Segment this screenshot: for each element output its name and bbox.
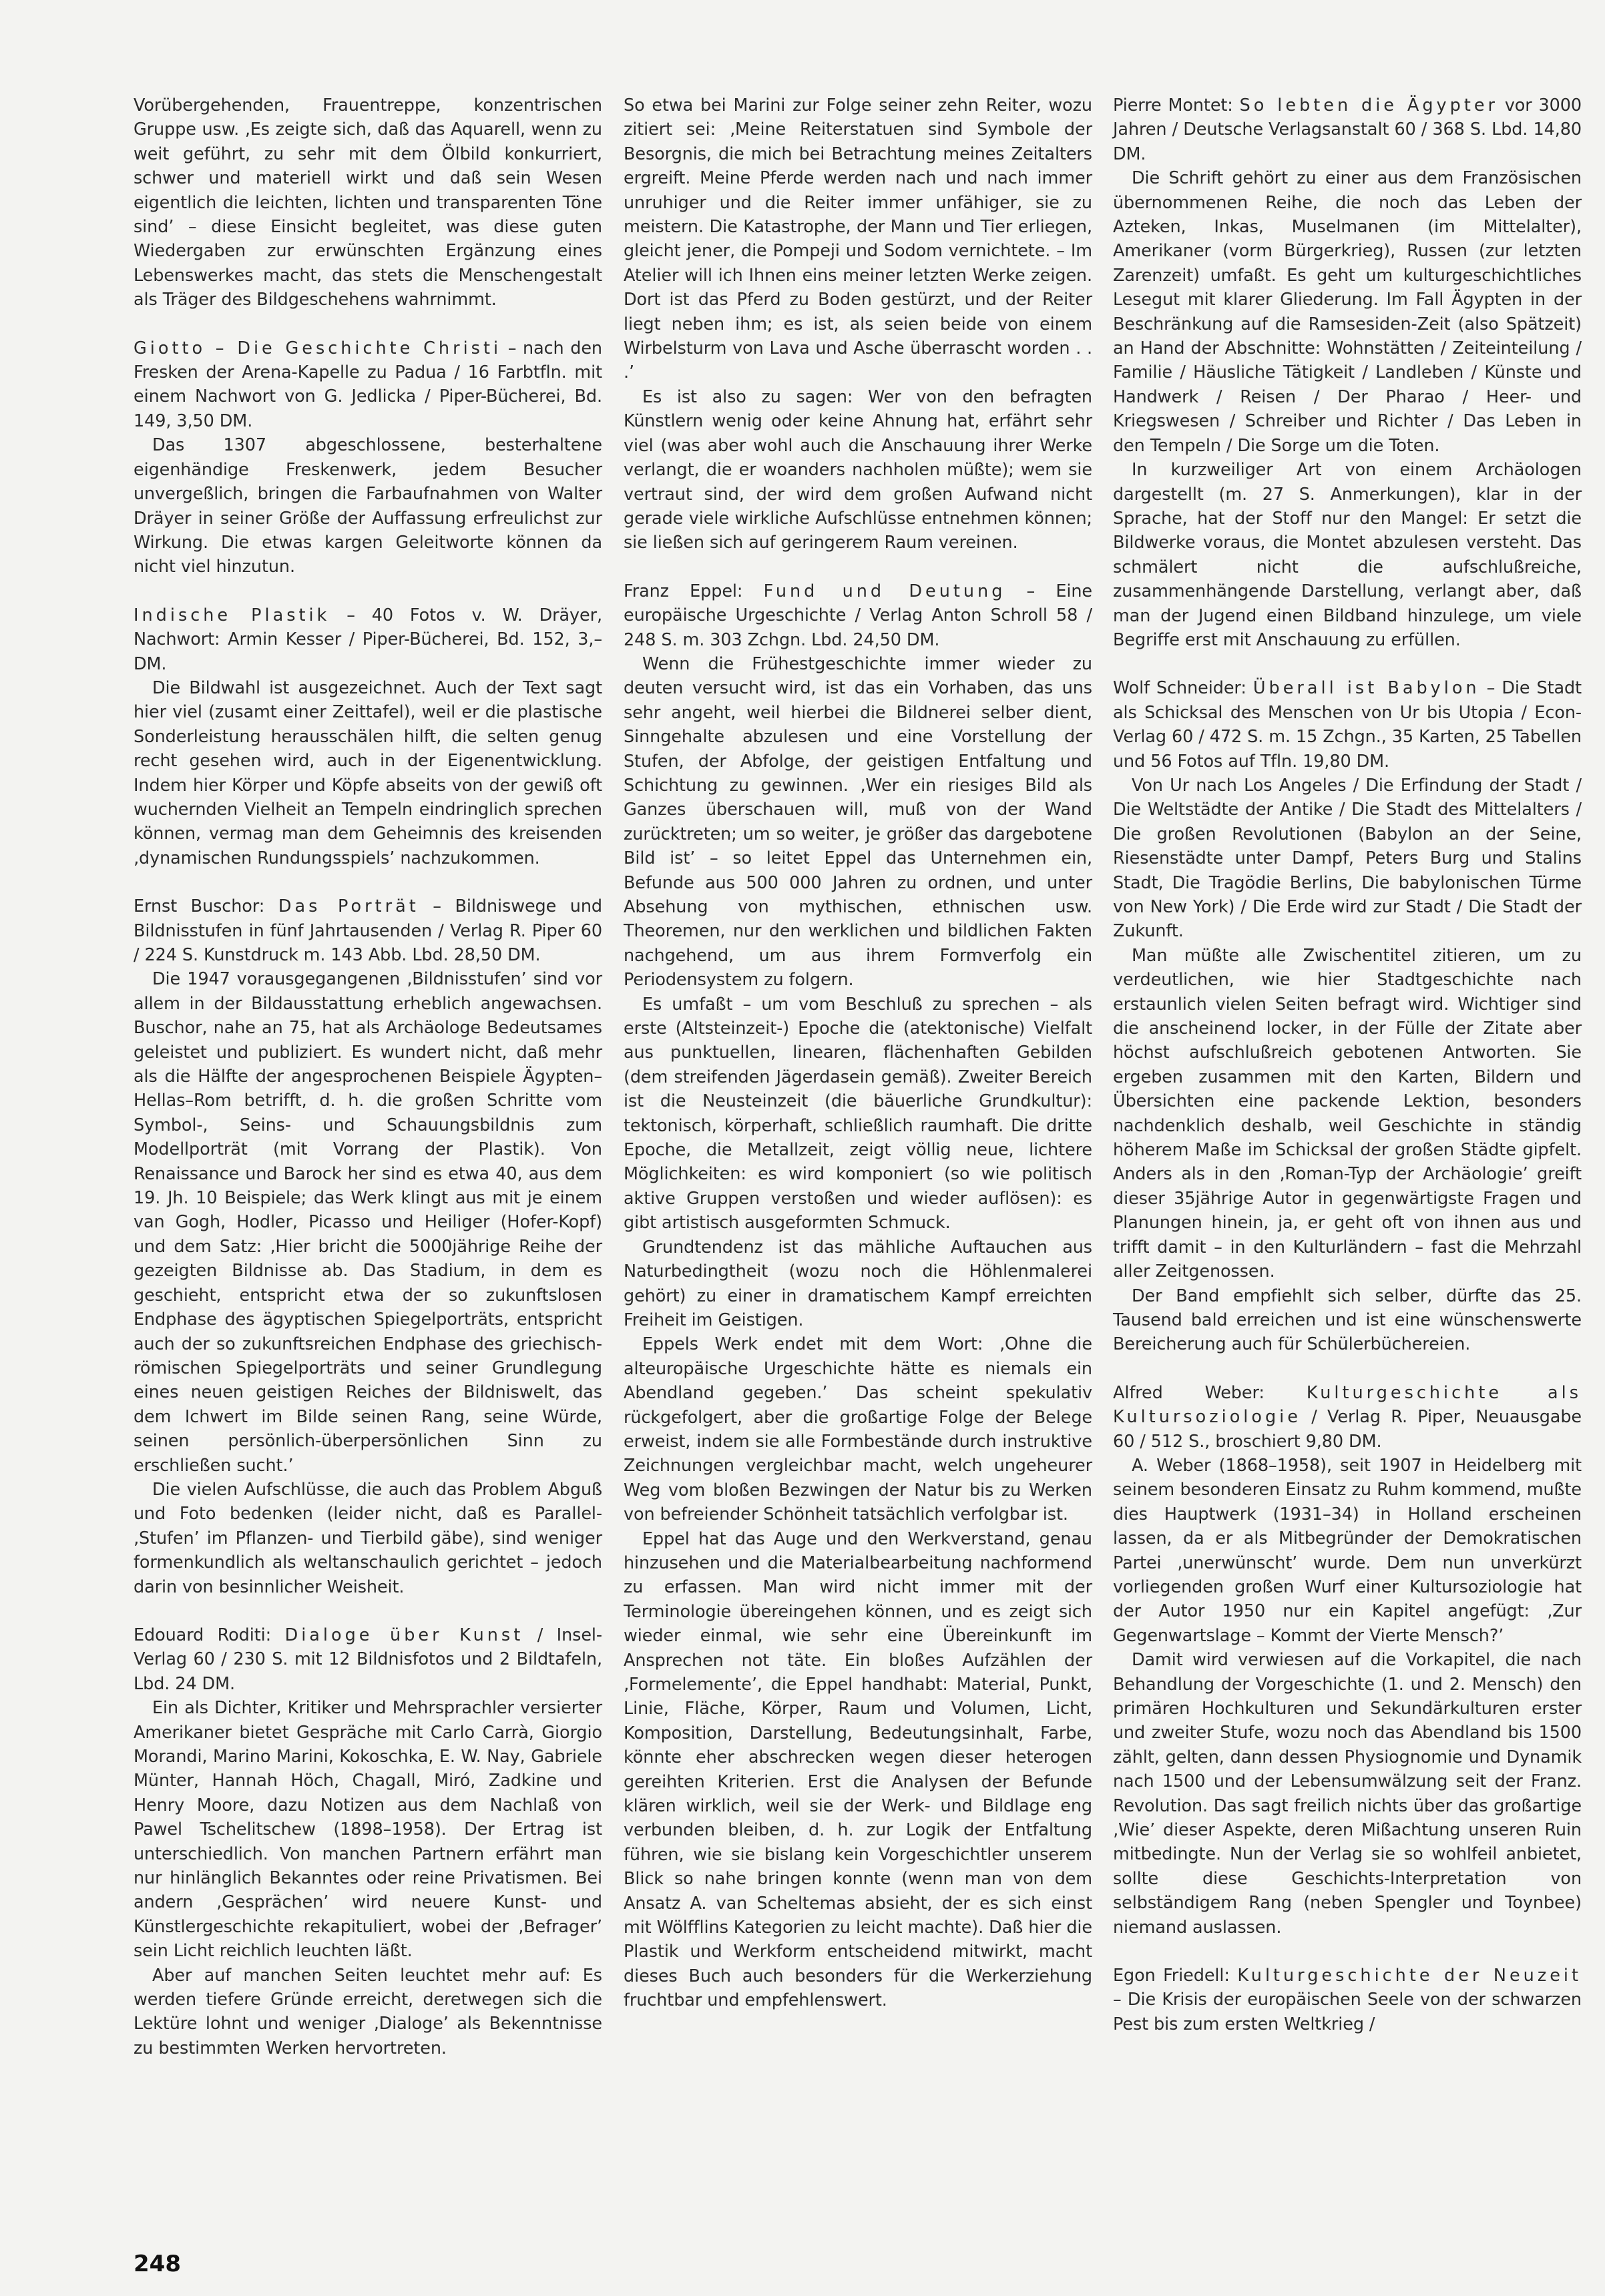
book-author: Franz Eppel: [624,581,764,601]
review-paragraph: Das 1307 abgeschlossene, besterhaltene eigenhändige Freskenwerk, jedem Besucher unvergeßlich, bringen die Farbaufnahmen von Walter Dräyer in seiner Größe der Auffassung erfreulichst zur Wirkung. Die etwas kargen Geleitworte können da nicht viel hinzutun. [134,435,602,577]
book-details: / Insel-Verlag 60 / 230 S. mit 12 Bildnisfotos und 2 Bildtafeln, Lbd. 24 DM. [134,1625,602,1694]
book-details: – 40 Fotos v. W. Dräyer, Nachwort: Armin Kesser / Piper-Bücherei, Bd. 152, 3,– DM. [134,605,602,674]
book-reference [624,579,1092,652]
book-details: – nach den Fresken der Arena-Kapelle zu Padua / 16 Farbtfln. mit einem Nachwort von G. Jedlicka / Piper-Bücherei, Bd. 149, 3,50 DM. [134,338,602,431]
section-gap [1113,1357,1582,1381]
book-details: vor 3000 Jahren / Deutsche Verlagsanstalt 60 / 368 S. Lbd. 14,80 DM. [1113,95,1582,164]
review-paragraph: Es umfaßt – um vom Beschluß zu sprechen – als erste (Altsteinzeit-) Epoche die (atektonische) Vielfalt aus punktuellen, linearen, flächenhaften Gebilden (dem streifenden Jägerdasein gemäß). Zweiter Bereich ist die Neusteinzeit (die bäuerliche Grundkultur): tektonisch, körperhaft, schließlich raumhaft. Die dritte Epoche, die Metallzeit, zeigt völlig neue, lichtere Möglichkeiten: es wird komponiert (so wie politisch aktive Gruppen verstoßen und wieder auflösen): es gibt artistisch ausgeformten Schmuck. [624,994,1092,1233]
book-reference [134,894,602,967]
review-paragraph: Die vielen Aufschlüsse, die auch das Problem Abguß und Foto bedenken (leider nicht, daß es Parallel-‚Stufen’ im Pflanzen- und Tierbild gäbe), sind weniger formenkundlich als weltanschaulich gerichtet – jedoch darin von besinnlicher Weisheit. [134,1479,602,1597]
review-paragraph: Man müßte alle Zwischentitel zitieren, um zu verdeutlichen, wie hier Stadtgeschichte nach erstaunlich vielen Seiten befragt wird. Wichtiger sind die anscheinend locker, in der Fülle der Zitate aber höchst aufschlußreich gebotenen Antworten. Sie ergeben zusammen mit den Karten, Bildern und Übersichten eine packende Lektion, besonders nachdenklich deshalb, weil Geschichte in ständig höherem Maße im Schicksal der großen Städte gipfelt. Anders als in den ‚Roman-Typ der Archäologie’ greift dieser 35jährige Autor in gegenwärtigste Fragen und Planungen hinein, ja, er geht oft von ihnen aus und trifft damit – in den Kulturländern – fast die Mehrzahl aller Zeitgenossen. [1113,945,1582,1282]
review-paragraph: Grundtendenz ist das mähliche Auftauchen aus Naturbedingtheit (wozu noch die Höhlenmalerei gehört) zu einer in dramatischem Kampf erreichten Freiheit im Geistigen. [624,1237,1092,1330]
section-gap [134,1599,602,1623]
review-paragraph: In kurzweiliger Art von einem Archäologen dargestellt (m. 27 S. Anmerkungen), klar in der Sprache, hat der Stoff nur den Mangel: Er setzt die Bildwerke voraus, die Montet abzulesen versteht. Das schmälert nicht die aufschlußreiche, zusammenhängende Darstellung, verlangt aber, daß man der Jugend einen Bildband hinzulege, um viele Begriffe erst mit Anschauung zu erfüllen. [1113,460,1582,650]
review-paragraph: Eppel hat das Auge und den Werkverstand, genau hinzusehen und die Materialbearbeitung nachformend zu erfassen. Man wird nicht immer mit der Terminologie übereingehen können, und es zeigt sich wieder einmal, wie sehr eine Übereinkunft im Ansprechen not täte. Ein bloßes Aufzählen der ‚Formelemente’, die Eppel handhabt: Material, Punkt, Linie, Fläche, Körper, Raum und Volumen, Licht, Komposition, Darstellung, Bedeutungsinhalt, Farbe, könnte eher abschrecken wegen dieser heterogen gereihten Kriterien. Erst die Analysen der Befunde klären wirklich, weil sie der Werk- und Bildlage eng verbunden bleiben, d. h. zur Logik der Entfaltung führen, wie sie bislang kein Vorgeschichtler unserem Blick so nahe bringen konnte (wenn man von dem Ansatz A. van Scheltemas absieht, der es sich einst mit Wölfflins Kategorien zu leicht machte). Daß hier die Plastik und Werkform entscheidend mitwirkt, macht dieses Buch auch besonders für die Werkerziehung fruchtbar und empfehlenswert. [624,1528,1092,2011]
review-paragraph: So etwa bei Marini zur Folge seiner zehn Reiter, wozu zitiert sei: ‚Meine Reiterstatuen sind Symbole der Besorgnis, die mich bei Betrachtung meines Zeitalters ergreift. Meine Pferde werden nach und nach immer unruhiger und die Reiter immer unfähiger, sie zu meistern. Die Katastrophe, der Mann und Tier erliegen, gleicht jener, die Pompeji und Sodom vernichtete. – Im Atelier will ich Ihnen eins meiner letzten Werke zeigen. Dort ist das Pferd zu Boden gestürzt, und der Reiter liegt neben ihm; es ist, als seien beide von einem Wirbelsturm von Lava und Asche überrascht worden . . .’ [624,95,1092,383]
book-reference [134,603,602,676]
review-paragraph: Von Ur nach Los Angeles / Die Erfindung der Stadt / Die Weltstädte der Antike / Die Stadt des Mittelalters / Die großen Revolutionen (Babylon an der Seine, Riesenstädte unter Dampf, Peters Burg und Stalins Stadt, Die Tragödie Berlins, Die babylonischen Türme von New York) / Die Erde wird zur Stadt / Die Stadt der Zukunft. [1113,775,1582,942]
review-paragraph: Die 1947 vorausgegangenen ‚Bildnisstufen’ sind vor allem in der Bildausstattung erheblich angewachsen. Buschor, nahe an 75, hat als Archäologe Bedeutsames geleistet und publiziert. Es wundert nicht, daß mehr als die Hälfte der angesprochenen Beispiele Ägypten–Hellas–Rom betrifft, d. h. die großen Schritte vom Symbol-, Seins- und Schauungsbildnis zum Modellporträt (mit Vorrang der Plastik). Von Renaissance und Barock her sind es etwa 40, aus dem 19. Jh. 10 Beispiele; das Werk klingt aus mit je einem van Gogh, Hodler, Picasso und Heiliger (Hofer-Kopf) und dem Satz: ‚Hier bricht die 5000jährige Reihe der gezeigten Bildnisse ab. Das Stadium, in dem es geschieht, entspricht etwa der so zukunftslosen Endphase des ägyptischen Spiegelporträts, entspricht auch der so zukunftsreichen Endphase des griechisch-römischen Spiegelporträts und seiner Grundlegung eines neuen geistigen Reiches der Bildniswelt, das dem Ichwert im Bilde seinen Rang, seine Würde, seinen persönlich-überpersönlichen Sinn zu erschließen sucht.’ [134,969,602,1476]
section-gap [1113,652,1582,676]
column-right [1113,93,1582,2036]
book-title: Dialoge über Kunst [284,1625,524,1645]
book-reference [1113,676,1582,774]
book-details: – Eine europäische Urgeschichte / Verlag Anton Schroll 58 / 248 S. m. 303 Zchgn. Lbd. 24,50 DM. [624,581,1093,650]
review-paragraph: Wenn die Frühestgeschichte immer wieder zu deuten versucht wird, ist das ein Vorhaben, das uns sehr angeht, weil hierbei die Bildnerei selber dient, Sinngehalte abzulesen und eine Vorstellung der Stufen, der Abfolge, der geistigen Entfaltung und Schichtung zu gewinnen. ‚Wer ein riesiges Bild als Ganzes überschauen will, muß von der Wand zurücktreten; um so weiter, je größer das dargebotene Bild ist’ – so leitet Eppel das Unternehmen ein, Befunde aus 500 000 Jahren zu ordnen, und unter Absehung von mythischen, ethnischen usw. Theoremen, nur den werklichen und bildlichen Fakten nachgehend, um aus ihrem Formverfolg ein Periodensystem zu folgern. [624,653,1092,990]
book-author: Pierre Montet: [1113,95,1240,115]
review-paragraph: Vorübergehenden, Frauentreppe, konzentrischen Gruppe usw. ‚Es zeigte sich, daß das Aquarell, wenn zu weit geführt, zu sehr mit dem Ölbild konkurriert, schwer und materiell wirkt und daß sein Wesen eigentlich die leichten, lichten und transparenten Töne sind’ – diese Einsicht begleitet, was diese guten Wiedergaben zur erwünschten Ergänzung eines Lebenswerkes macht, das stets die Menschengestalt als Träger des Bildgeschehens wahrnimmt. [134,95,602,310]
page-number: 248 [134,2251,181,2277]
book-title: Kulturgeschichte als Kultursoziologie [1113,1382,1582,1428]
book-title: Kulturgeschichte der Neuzeit [1237,1966,1582,1986]
section-gap [134,870,602,894]
review-paragraph: A. Weber (1868–1958), seit 1907 in Heidelberg mit seinem besonderen Einsatz zu Ruhm kommend, mußte dies Hauptwerk (1931–34) in Holland erscheinen lassen, da er als Mitbegründer der Demokratischen Partei ‚unerwünscht’ wurde. Dem nun unverkürzt vorliegenden großen Wurf einer Kultursoziologie hat der Autor 1950 nur ein Kapitel angefügt: ‚Zur Gegenwartslage – Kommt der Vierte Mensch?’ [1113,1455,1582,1646]
book-author: Egon Friedell: [1113,1966,1238,1986]
book-author: Ernst Buschor: [134,896,278,917]
book-title: Indische Plastik [134,605,330,625]
book-details: / Verlag R. Piper, Neuausgabe 60 / 512 S., broschiert 9,80 DM. [1113,1407,1582,1452]
book-details: – Die Krisis der europäischen Seele von der schwarzen Pest bis zum ersten Weltkrieg / [1113,1990,1582,2034]
section-gap [134,579,602,603]
review-paragraph: Damit wird verwiesen auf die Vorkapitel, die nach Behandlung der Vorgeschichte (1. und 2. Mensch) den primären Hochkulturen und Sekundärkulturen erster und zweiter Stufe, wozu noch das Abendland bis 1500 zählt, gelten, dann dessen Physiognomie und Dynamik nach 1500 und der Lebensumwälzung seit der Franz. Revolution. Das sagt freilich nichts über das großartige ‚Wie’ dieser Aspekte, deren Mißachtung unseren Ruin mitbedingte. Nun der Verlag sie so wohlfeil anbietet, sollte diese Geschichts-Interpretation von selbständigem Rang (neben Spengler und Toynbee) niemand auslassen. [1113,1650,1582,1938]
review-paragraph: Die Bildwahl ist ausgezeichnet. Auch der Text sagt hier viel (zusamt einer Zeittafel), weil er die plastische Sonderleistung herausschälen hilft, die selten genug recht gesehen wird, auch in der Eigenentwicklung. Indem hier Körper und Köpfe abseits von der gewiß oft wuchernden Vielheit an Tempeln eindringlich sprechen können, vermag man dem Geheimnis des kreisenden ‚dynamischen Rundungsspiels’ nachzukommen. [134,677,602,868]
book-title: Das Porträt [278,896,419,917]
column-left [134,93,602,2060]
book-reference [1113,1964,1582,2036]
book-details: – Die Stadt als Schicksal des Menschen von Ur bis Utopia / Econ-Verlag 60 / 472 S. m. 15 Zchgn., 35 Karten, 25 Tabellen und 56 Fotos auf Tfln. 19,80 DM. [1113,678,1582,772]
book-author: Edouard Roditi: [134,1625,285,1645]
book-details: – Bildniswege und Bildnisstufen in fünf Jahrtausenden / Verlag R. Piper 60 / 224 S. Kunstdruck m. 143 Abb. Lbd. 28,50 DM. [134,896,602,965]
section-gap [624,555,1092,579]
book-reference [134,336,602,434]
review-paragraph: Die Schrift gehört zu einer aus dem Französischen übernommenen Reihe, die noch das Leben der Azteken, Inkas, Muselmanen (im Mittelalter), Amerikaner (vorm Bürgerkrieg), Russen (zur letzten Zarenzeit) umfaßt. Es geht um kulturgeschichtliches Lesegut mit klarer Gliederung. Im Fall Ägypten in der Beschränkung auf die Ramsesiden-Zeit (also Spätzeit) an Hand der Abschnitte: Wohnstätten / Zeiteinteilung / Familie / Häusliche Tätigkeit / Landleben / Künste und Handwerk / Reisen / Der Pharao / Heer- und Kriegswesen / Schreiber und Richter / Das Leben in den Tempeln / Die Sorge um die Toten. [1113,168,1582,456]
book-title: Überall ist Babylon [1252,678,1480,699]
book-author: Wolf Schneider: [1113,678,1253,699]
section-gap [1113,1940,1582,1964]
review-paragraph: Eppels Werk endet mit dem Wort: ‚Ohne die alteuropäische Urgeschichte hätte es niemals ein Abendland gegeben.’ Das scheint spekulativ rückgefolgert, aber die großartige Folge der Belege erweist, indem sie alle Formbestände durch instruktive Zeichnungen vergleichbar macht, welch ungeheurer Weg vom bloßen Bezwingen der Natur bis zu Werken von befreiender Schönheit tatsächlich verfolgbar ist. [624,1334,1092,1525]
book-title: Giotto – Die Geschichte Christi [134,338,502,358]
review-paragraph: Der Band empfiehlt sich selber, dürfte das 25. Tausend bald erreichen und ist eine wünschenswerte Bereicherung auch für Schülerbüchereien. [1113,1285,1582,1355]
review-paragraph: Aber auf manchen Seiten leuchtet mehr auf: Es werden tiefere Gründe erreicht, deretwegen sich die Lektüre lohnt und weniger ‚Dialoge’ als Bekenntnisse zu bestimmten Werken hervortreten. [134,1965,602,2058]
column-middle [624,93,1092,2013]
review-paragraph: Es ist also zu sagen: Wer von den befragten Künstlern wenig oder keine Ahnung hat, erfährt sehr viel (was aber wohl auch die Anschauung ihrer Werke verlangt, die er woanders nachholen müßte); wem sie vertraut sind, der wird dem großen Aufwand nicht gerade viele wirkliche Aufschlüsse entnehmen können; sie ließen sich auf geringerem Raum vereinen. [624,386,1092,553]
book-author: Alfred Weber: [1113,1382,1307,1403]
book-title: Fund und Deutung [763,581,1006,601]
review-paragraph: Ein als Dichter, Kritiker und Mehrsprachler versierter Amerikaner bietet Gespräche mit Carlo Carrà, Giorgio Morandi, Marino Marini, Kokoschka, E. W. Nay, Gabriele Münter, Hannah Höch, Chagall, Miró, Zadkine und Henry Moore, dazu Notizen aus dem Nachlaß von Pawel Tschelitschew (1898–1958). Der Ertrag ist unterschiedlich. Von manchen Partnern erfährt man nur hinlänglich Bekanntes oder reine Privatismen. Bei andern ‚Gesprächen’ wird neuere Kunst- und Künstlergeschichte rekapituliert, wobei der ‚Befrager’ sein Licht reichlich leuchten läßt. [134,1698,602,1962]
book-reference [1113,93,1582,166]
book-title: So lebten die Ägypter [1239,95,1498,115]
section-gap [134,312,602,336]
book-reference [1113,1381,1582,1454]
book-reference [134,1623,602,1696]
